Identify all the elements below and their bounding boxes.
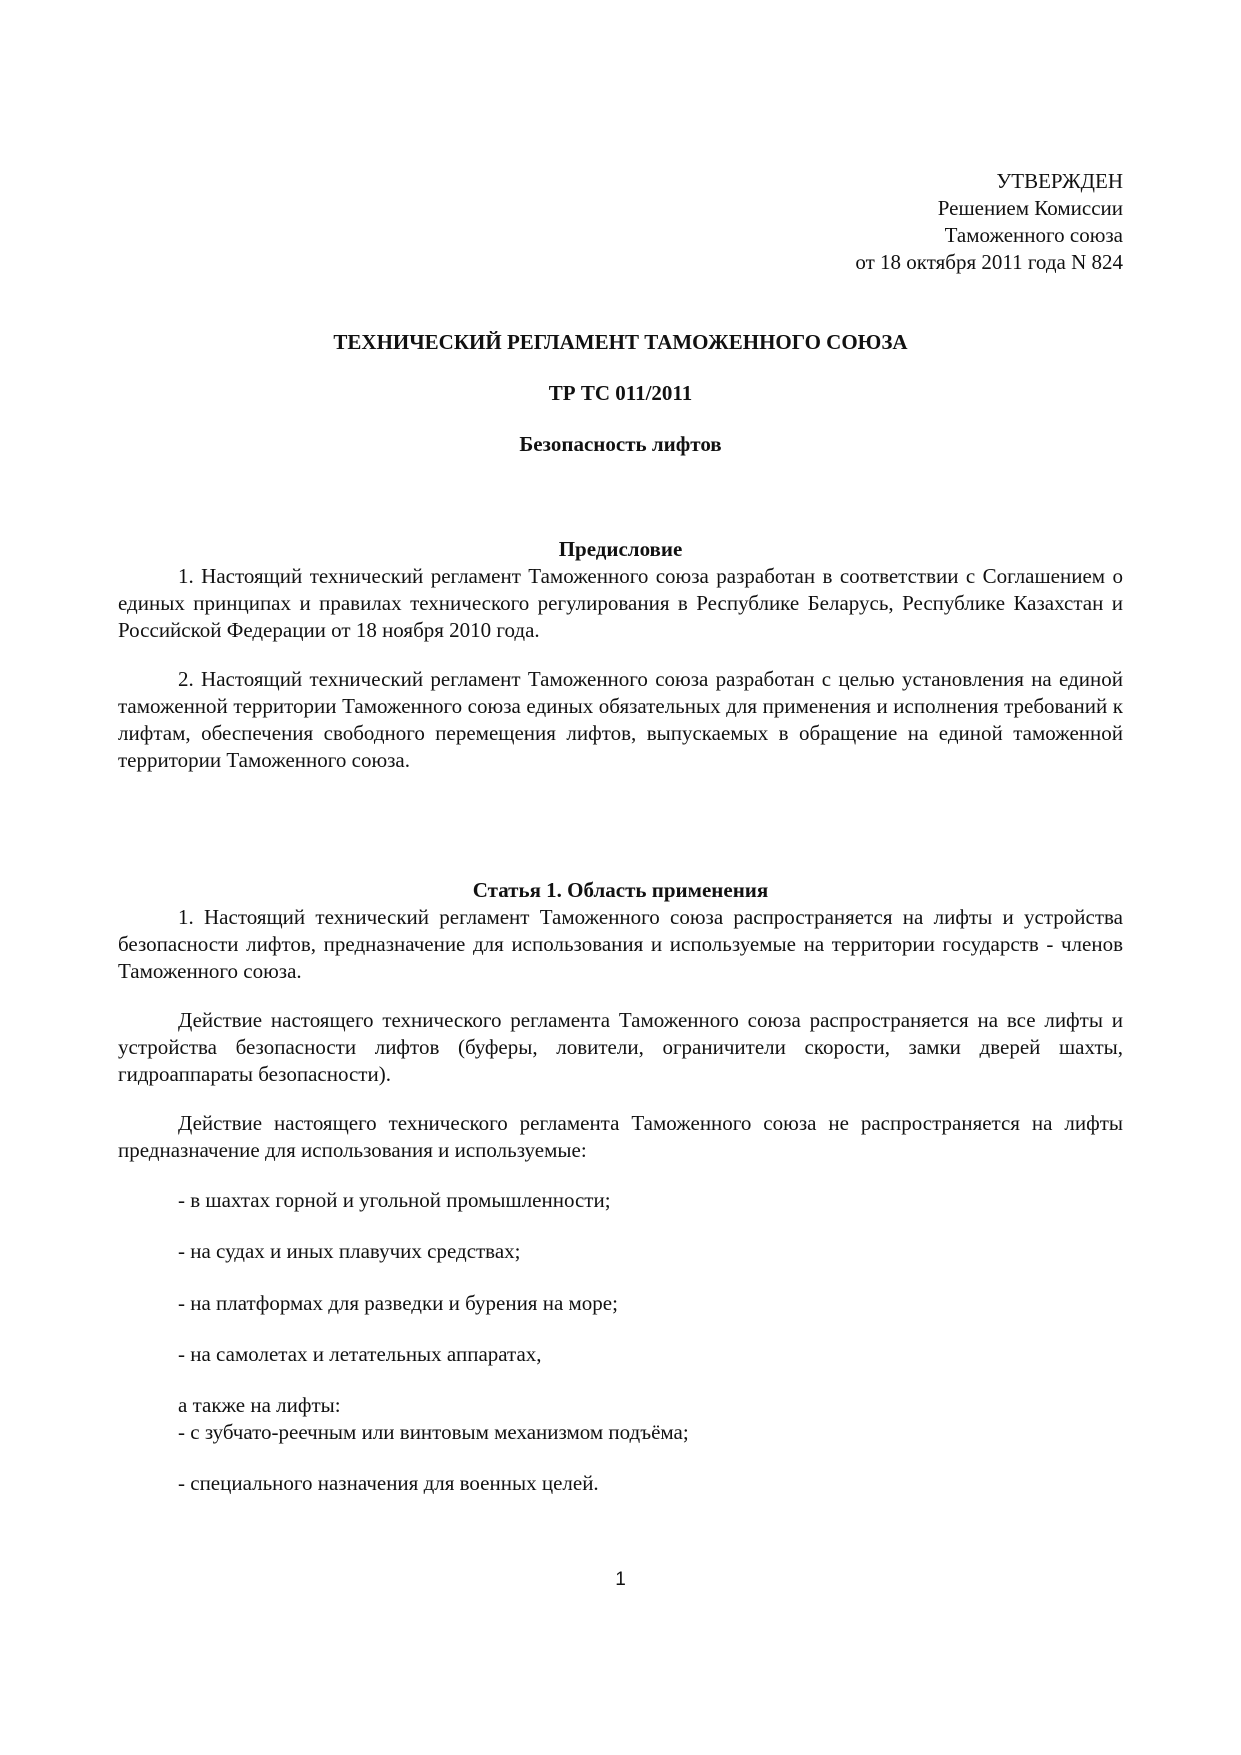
article-1-heading: Статья 1. Область применения [472,878,769,902]
page-number: 1 [615,1569,626,1590]
article-1-paragraph-3: Действие настоящего технического регламента Таможенного союза не распространяется на лифты предназначение для использования и используемые: [118,1111,1123,1162]
article-1-paragraph-2: Действие настоящего технического регламента Таможенного союза распространяется на все лифты и устройства безопасности лифтов (буферы, ловители, ограничители скорости, замки дверей шахты, гидроаппараты безопасности). [118,1008,1123,1086]
also-intro: а также на лифты: [178,1393,341,1417]
exclusion-item: - на платформах для разведки и бурения на море; [178,1291,618,1315]
also-item: - с зубчато-реечным или винтовым механизмом подъёма; [178,1420,689,1444]
article-1-paragraph-1: 1. Настоящий технический регламент Таможенного союза распространяется на лифты и устройства безопасности лифтов, предназначение для использования и используемые на территории государств - членов Таможенного союза. [118,905,1123,983]
document-subtitle: Безопасность лифтов [519,432,722,456]
foreword-paragraph-2: 2. Настоящий технический регламент Таможенного союза разработан с целью установления на единой таможенной территории Таможенного союза единых обязательных для применения и исполнения требований к лифтам, обеспечения свободного перемещения лифтов, выпускаемых в обращение на единой таможенной территории Таможенного союза. [118,667,1123,772]
foreword-heading: Предисловие [558,537,683,561]
approval-block [855,168,1123,276]
approval-line: от 18 октября 2011 года N 824 [855,250,1123,274]
exclusion-item: - на самолетах и летательных аппаратах, [178,1342,542,1366]
exclusion-item: - в шахтах горной и угольной промышленности; [178,1188,611,1212]
document-code: ТР ТС 011/2011 [548,381,693,405]
exclusion-item: - на судах и иных плавучих средствах; [178,1239,521,1263]
document-title: ТЕХНИЧЕСКИЙ РЕГЛАМЕНТ ТАМОЖЕННОГО СОЮЗА [333,330,908,354]
approval-line: Решением Комиссии [937,196,1123,220]
also-item: - специального назначения для военных целей. [178,1471,599,1495]
approval-line: Таможенного союза [944,223,1123,247]
approval-line: УТВЕРЖДЕН [996,169,1123,193]
foreword-paragraph-1: 1. Настоящий технический регламент Таможенного союза разработан в соответствии с Соглашением о единых принципах и правилах технического регулирования в Республике Беларусь, Республике Казахстан и Российской Федерации от 18 ноября 2010 года. [118,564,1123,642]
